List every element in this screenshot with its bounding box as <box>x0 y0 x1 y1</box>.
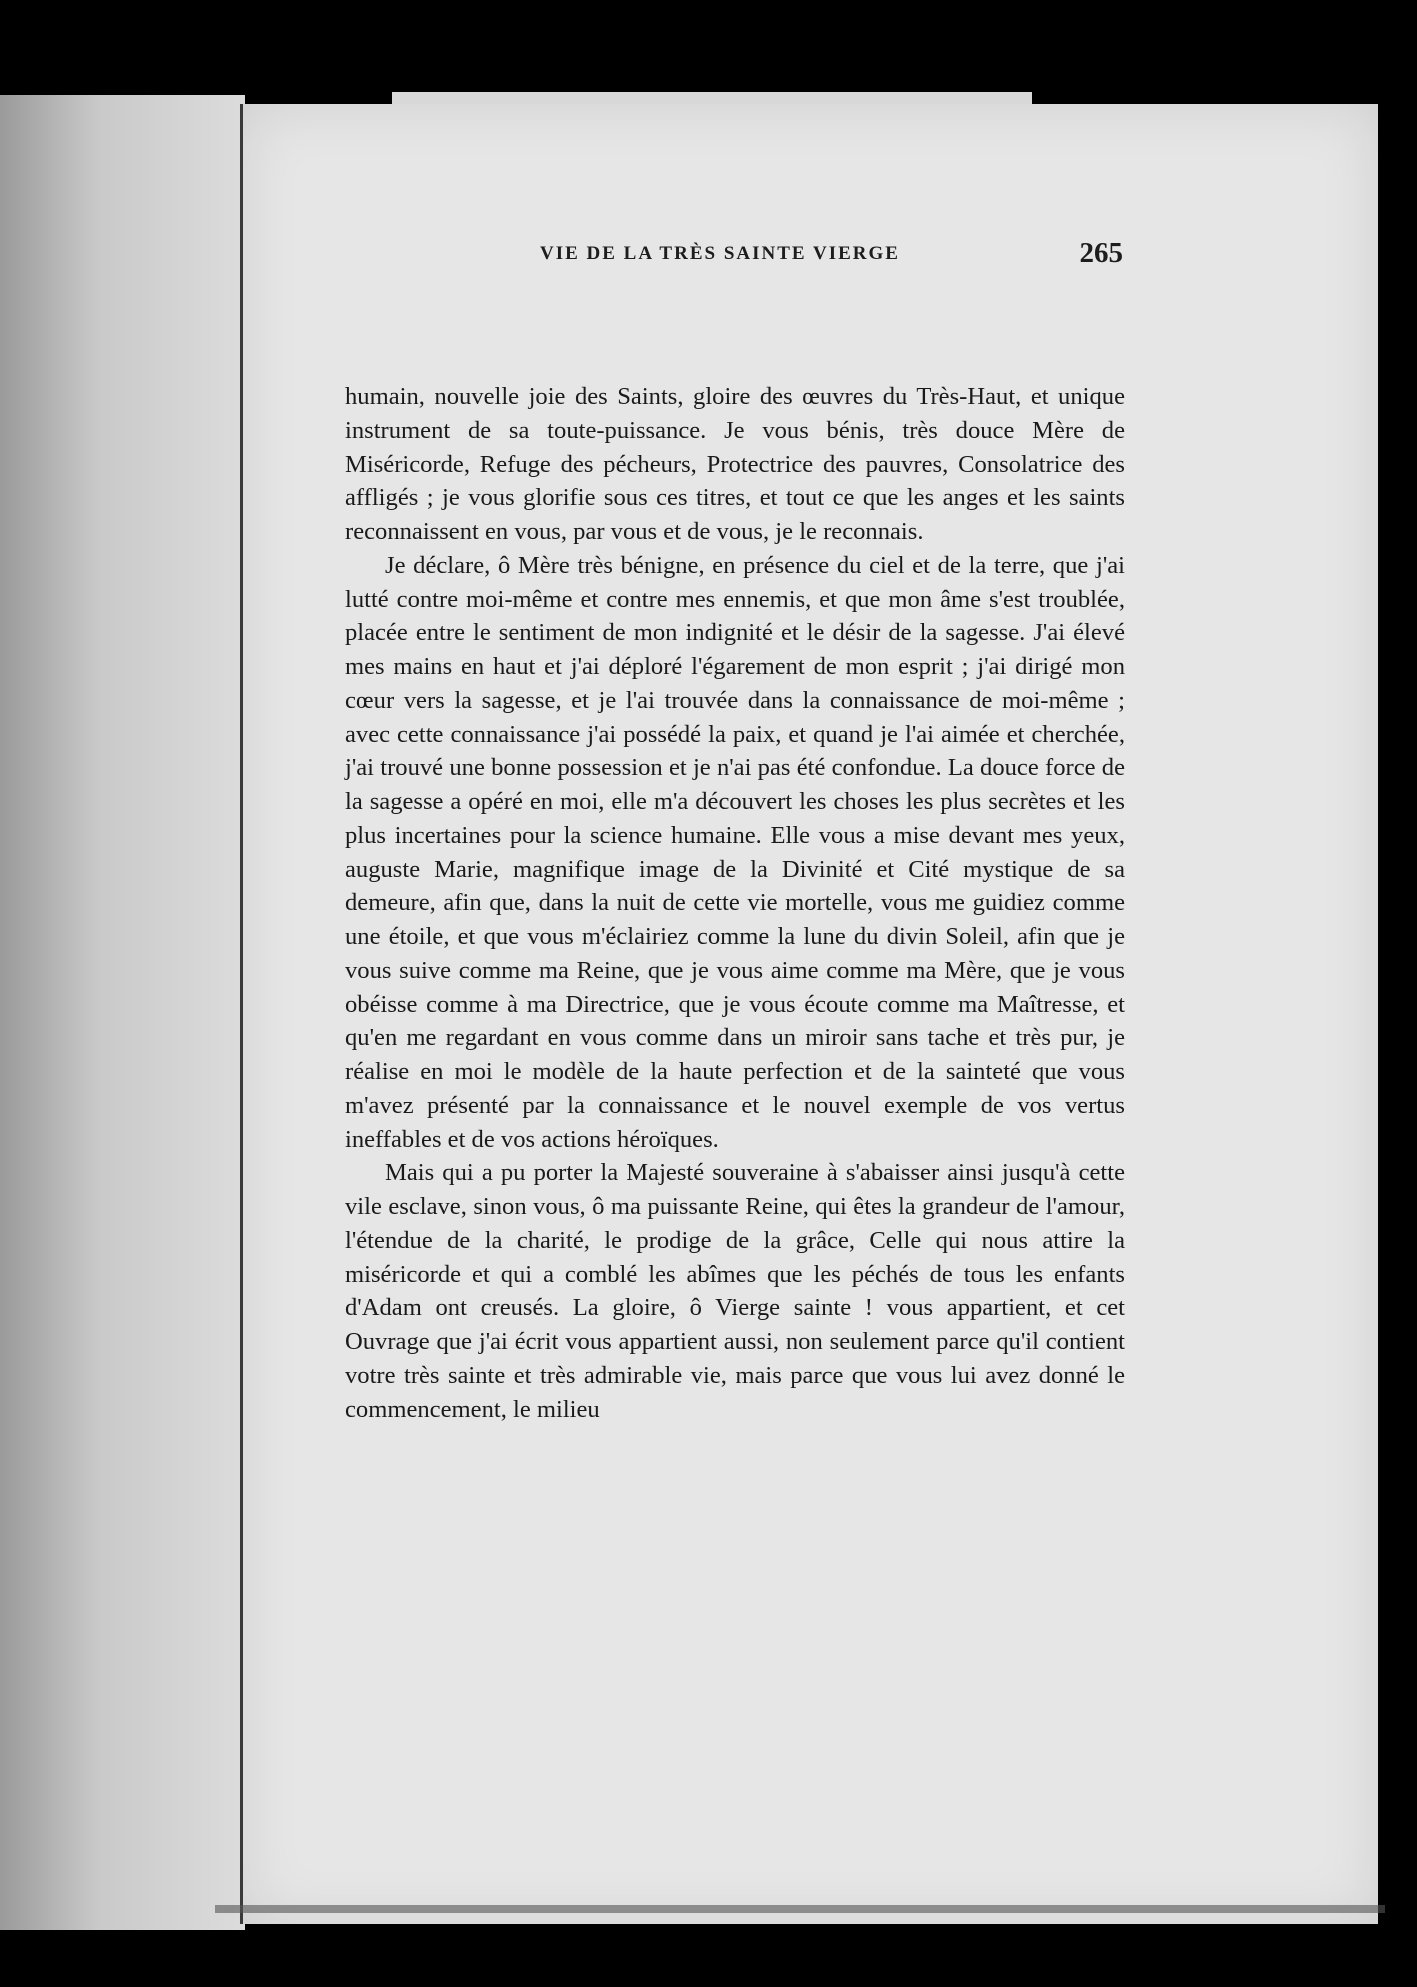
paragraph-3: Mais qui a pu porter la Majesté souveraine à s'abaisser ainsi jusqu'à cette vile esclave, sinon vous, ô ma puissante Reine, qui êtes la grandeur de l'amour, l'étendue de la charité, le prodige de la grâce, Celle qui nous attire la miséricorde et qui a comblé les abîmes que les péchés de tous les enfants d'Adam ont creusés. La gloire, ô Vierge sainte ! vous appartient, et cet Ouvrage que j'ai écrit vous appartient aussi, non seulement parce qu'il contient votre très sainte et très admirable vie, mais parce que vous lui avez donné le commencement, le milieu <box>345 1159 1125 1423</box>
body-text <box>345 380 1125 1426</box>
page-number: 265 <box>1079 237 1123 269</box>
running-header <box>300 225 1123 275</box>
bottom-page-edge <box>215 1905 1385 1913</box>
left-page-edge <box>0 95 245 1930</box>
paragraph-1: humain, nouvelle joie des Saints, gloire des œuvres du Très-Haut, et unique instrument de sa toute-puissance. Je vous bénis, très douce Mère de Miséricorde, Refuge des pécheurs, Protectrice des pauvres, Consolatrice des affligés ; je vous glorifie sous ces titres, et tout ce que les anges et les saints reconnaissent en vous, par vous et de vous, je le reconnais. <box>345 383 1125 545</box>
paragraph-2: Je déclare, ô Mère très bénigne, en présence du ciel et de la terre, que j'ai lutté contre moi-même et contre mes ennemis, et que mon âme s'est troublée, placée entre le sentiment de mon indignité et le désir de la sagesse. J'ai élevé mes mains en haut et j'ai déploré l'égarement de mon esprit ; j'ai dirigé mon cœur vers la sagesse, et je l'ai trouvée dans la connaissance de moi-même ; avec cette connaissance j'ai possédé la paix, et quand je l'ai aimée et cherchée, j'ai trouvé une bonne possession et je n'ai pas été confondue. La douce force de la sagesse a opéré en moi, elle m'a découvert les choses les plus secrètes et les plus incertaines pour la science humaine. Elle vous a mise devant mes yeux, auguste Marie, magnifique image de la Divinité et Cité mystique de sa demeure, afin que, dans la nuit de cette vie mortelle, vous me guidiez comme une étoile, et que vous m'éclairiez comme la lune du divin Soleil, afin que je vous suive comme ma Reine, que je vous aime comme ma Mère, que je vous obéisse comme à ma Directrice, que je vous écoute comme ma Maîtresse, et qu'en me regardant en vous comme dans un miroir sans tache et très pur, je réalise en moi le modèle de la haute perfection et de la sainteté que vous m'avez présenté par la connaissance et le nouvel exemple de vos vertus ineffables et de vos actions héroïques. <box>345 551 1125 1153</box>
top-page-edge <box>392 92 1032 104</box>
running-title: VIE DE LA TRÈS SAINTE VIERGE <box>540 243 900 264</box>
